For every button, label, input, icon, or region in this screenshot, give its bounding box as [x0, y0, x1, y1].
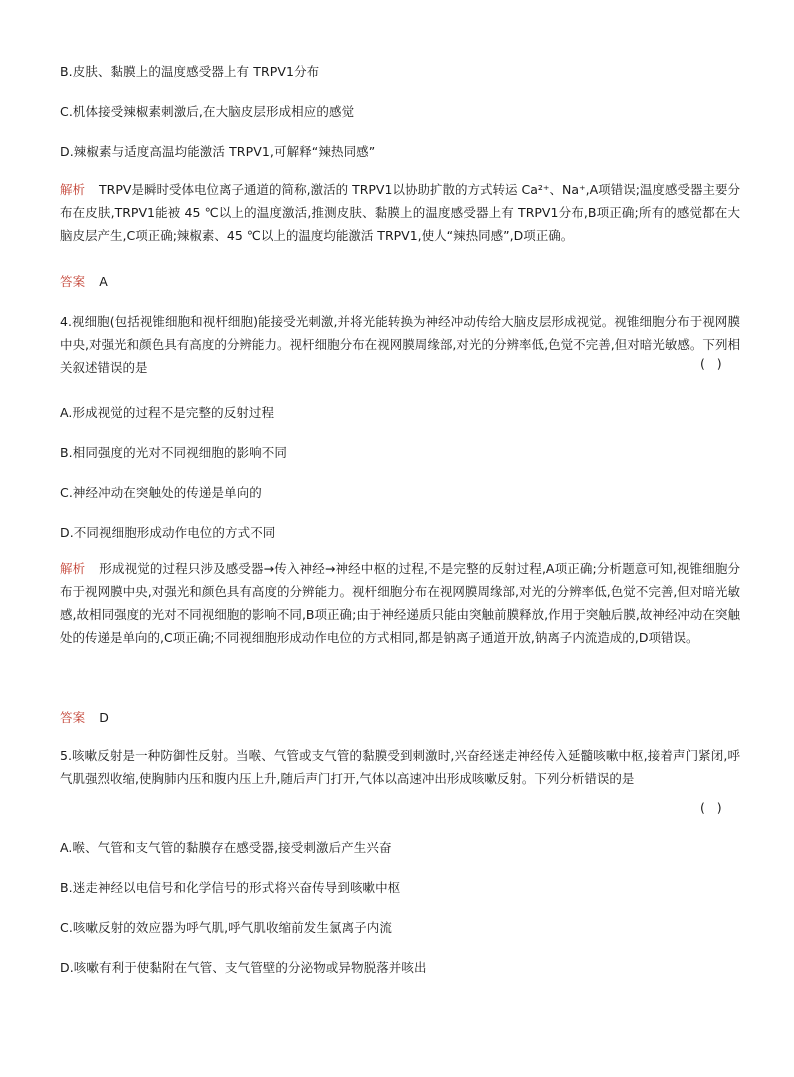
q5-option-b: B.迷走神经以电信号和化学信号的形式将兴奋传导到咳嗽中枢 — [60, 880, 401, 895]
q4-analysis — [60, 557, 740, 649]
question-5-stem: 5.咳嗽反射是一种防御性反射。当喉、气管或支气管的黏膜受到刺激时,兴奋经迷走神经传入延髓咳嗽中枢,接着声门紧闭,呼气肌强烈收缩,使胸肺内压和腹内压上升,随后声门打开,气体以高速冲出形成咳嗽反射。下列分析错误的是 — [60, 748, 740, 786]
answer-label: 答案 — [60, 274, 86, 289]
analysis-label: 解析 — [60, 561, 86, 576]
prev-answer — [60, 272, 108, 290]
q4-option-b: B.相同强度的光对不同视细胞的影响不同 — [60, 445, 287, 460]
analysis-text: 形成视觉的过程只涉及感受器→传入神经→神经中枢的过程,不是完整的反射过程,A项正确;分析题意可知,视锥细胞分布于视网膜中央,对强光和颜色具有高度的分辨能力。视杆细胞分布在视网膜周缘部,对光的分辨率低,色觉不完善,但对暗光敏感,故相同强度的光对不同视细胞的影响不同,B项正确;由于神经递质只能由突触前膜释放,作用于突触后膜,故神经冲动在突触处的传递是单向的,C项正确;不同视细胞形成动作电位的方式相同,都是钠离子通道开放,钠离子内流造成的,D项错误。 — [60, 561, 740, 645]
q5-option-c: C.咳嗽反射的效应器为呼气肌,呼气肌收缩前发生氯离子内流 — [60, 920, 392, 935]
question-5-answer-paren: ( ) — [700, 800, 722, 815]
analysis-text: TRPV是瞬时受体电位离子通道的简称,激活的 TRPV1以协助扩散的方式转运 Ca²⁺、Na⁺,A项错误;温度感受器主要分布在皮肤,TRPV1能被 45 ℃以上的温度激活,推测皮肤、黏膜上的温度感受器上有 TRPV1分布,B项正确;所有的感觉都在大脑皮层产生,C项正确;辣椒素、45 ℃以上的温度均能激活 TRPV1,使人“辣热同感”,D项正确。 — [60, 182, 740, 243]
q5-option-a: A.喉、气管和支气管的黏膜存在感受器,接受刺激后产生兴奋 — [60, 840, 392, 855]
answer-value: A — [99, 274, 108, 289]
prev-analysis — [60, 178, 740, 247]
answer-value: D — [99, 710, 109, 725]
prev-option-d: D.辣椒素与适度高温均能激活 TRPV1,可解释“辣热同感” — [60, 144, 376, 159]
question-4-stem: 4.视细胞(包括视锥细胞和视杆细胞)能接受光刺激,并将光能转换为神经冲动传给大脑皮层形成视觉。视锥细胞分布于视网膜中央,对强光和颜色具有高度的分辨能力。视杆细胞分布在视网膜周缘部,对光的分辨率低,色觉不完善,但对暗光敏感。下列相关叙述错误的是 — [60, 314, 740, 375]
answer-label: 答案 — [60, 710, 86, 725]
q4-option-d: D.不同视细胞形成动作电位的方式不同 — [60, 525, 276, 540]
analysis-label: 解析 — [60, 182, 86, 197]
q4-option-a: A.形成视觉的过程不是完整的反射过程 — [60, 405, 275, 420]
q4-answer — [60, 708, 109, 726]
q5-option-d: D.咳嗽有利于使黏附在气管、支气管壁的分泌物或异物脱落并咳出 — [60, 960, 427, 975]
prev-option-b: B.皮肤、黏膜上的温度感受器上有 TRPV1分布 — [60, 64, 320, 79]
prev-option-c: C.机体接受辣椒素刺激后,在大脑皮层形成相应的感觉 — [60, 104, 355, 119]
question-4-answer-paren: ( ) — [700, 356, 722, 371]
q4-option-c: C.神经冲动在突触处的传递是单向的 — [60, 485, 262, 500]
